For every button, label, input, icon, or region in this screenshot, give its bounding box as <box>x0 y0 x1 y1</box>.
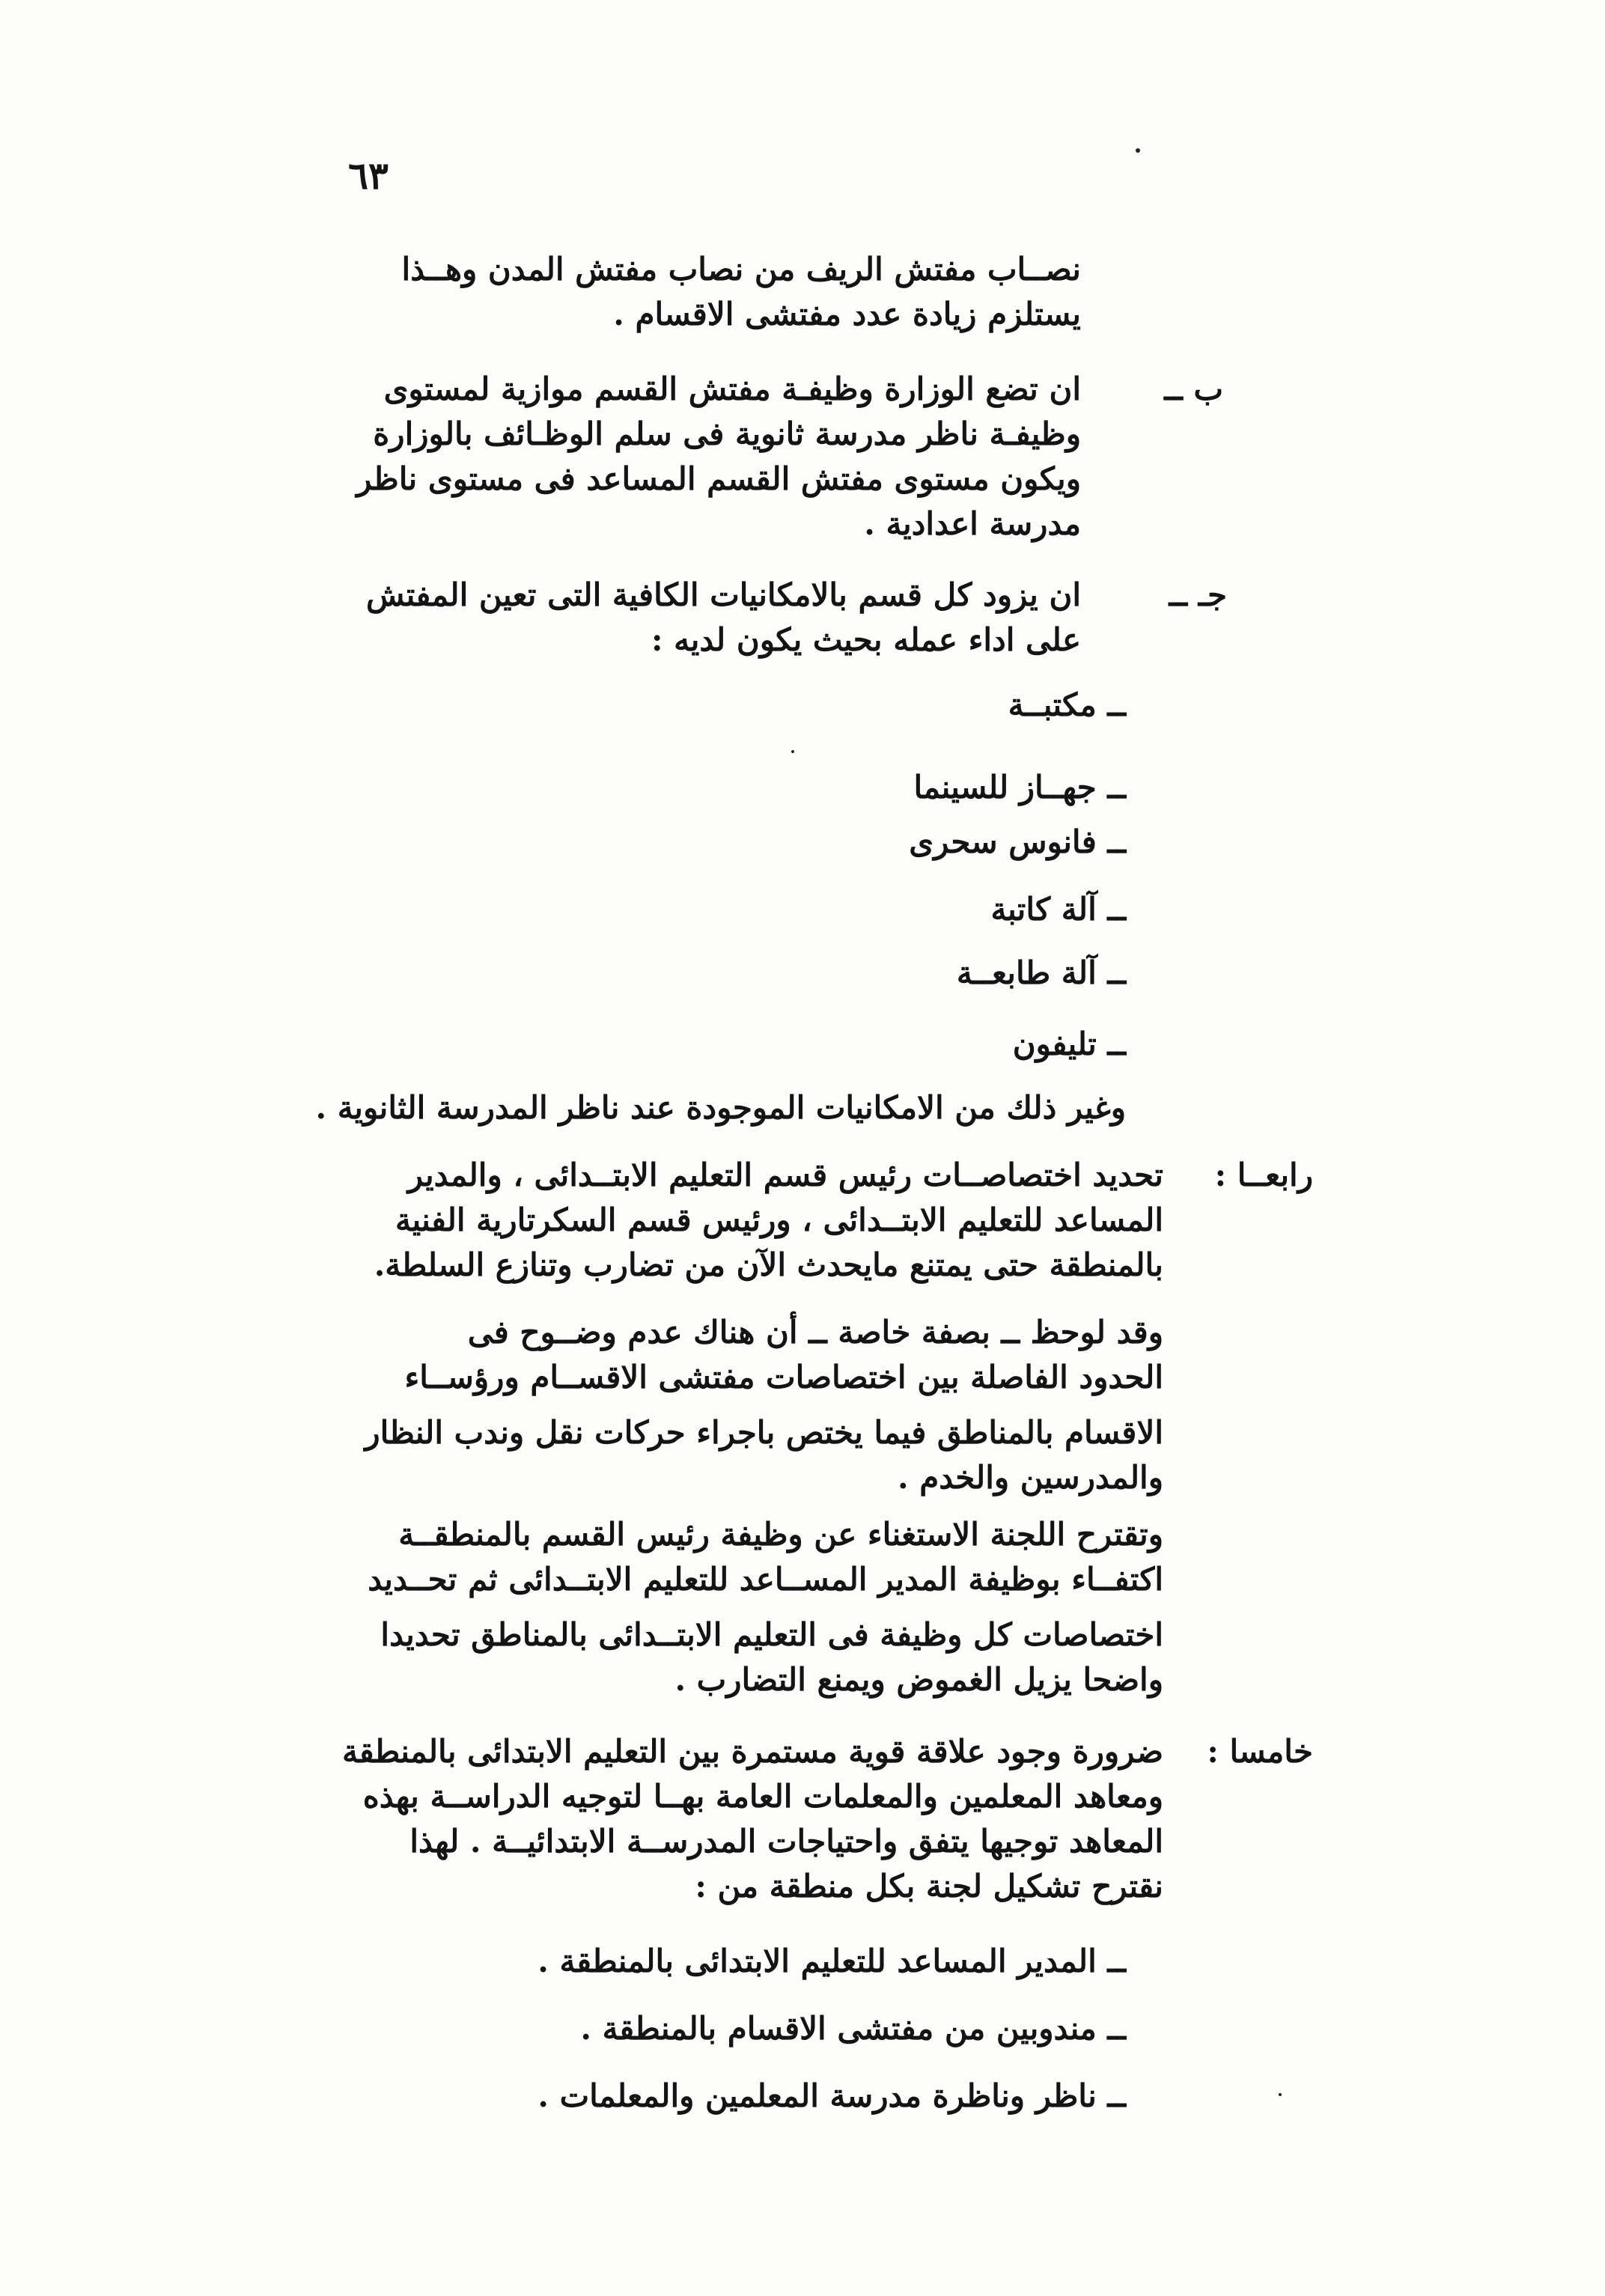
text-line: مدرسة اعدادية . <box>864 505 1081 542</box>
text-line: المعاهد توجيها يتفق واحتياجات المدرســة الابتدائيــة . لهذا <box>409 1823 1163 1860</box>
text-line: وتقترح اللجنة الاستغناء عن وظيفة رئيس القسم بالمنطقــة <box>398 1516 1163 1553</box>
text-line: وظيفـة ناظر مدرسة ثانوية فى سلم الوظـائف بالوزارة <box>373 415 1081 452</box>
item-j-paragraph <box>287 573 1081 663</box>
proposal-paragraph <box>287 1512 1163 1702</box>
text-line: اكتفــاء بوظيفة المدير المســاعد للتعليم الابتــدائى ثم تحــديد <box>368 1561 1163 1598</box>
scan-speck <box>791 750 794 753</box>
text-line: نقترح تشكيل لجنة بكل منطقة من : <box>695 1868 1163 1904</box>
section-five-marker: خامسا : <box>1207 1733 1313 1770</box>
text-line: ضرورة وجود علاقة قوية مستمرة بين التعليم الابتدائى بالمنطقة <box>342 1733 1163 1770</box>
item-b-marker: ب ــ <box>1164 371 1223 407</box>
page-number: ٦٣ <box>348 153 389 198</box>
text-line: الاقسام بالمناطق فيما يختص باجراء حركات نقل وندب النظار <box>365 1414 1163 1451</box>
text-line: ويكون مستوى مفتش القسم المساعد فى مستوى ناظر <box>356 460 1081 497</box>
text-line: واضحا يزيل الغموض ويمنع التضارب . <box>674 1661 1163 1698</box>
equipment-item: ــ آلة طابعــة <box>956 954 1126 991</box>
section-four-paragraph <box>287 1153 1163 1288</box>
text-line: بالمنطقة حتى يمتنع مايحدث الآن من تضارب وتنازع السلطة. <box>374 1246 1163 1283</box>
equipment-item: ــ تليفون <box>1012 1026 1126 1062</box>
committee-item: ــ ناظر وناظرة مدرسة المعلمين والمعلمات . <box>537 2077 1126 2114</box>
observation-paragraph <box>287 1310 1163 1500</box>
section-five-paragraph <box>287 1729 1163 1909</box>
scan-speck <box>1279 2093 1282 2096</box>
equipment-item: ــ جهــاز للسينما <box>913 769 1126 806</box>
text-line: وغير ذلك من الامكانيات الموجودة عند ناظر المدرسة الثانوية . <box>315 1089 1126 1126</box>
text-line: وقد لوحظ ــ بصفة خاصة ــ أن هناك عدم وضــوح فى <box>467 1314 1163 1351</box>
section-four-marker: رابعــا : <box>1214 1157 1313 1193</box>
text-line: نصــاب مفتش الريف من نصاب مفتش المدن وهــذا <box>401 251 1081 287</box>
text-line: ومعاهد المعلمين والمعلمات العامة بهــا لتوجيه الدراســة بهذه <box>362 1778 1163 1815</box>
item-b-paragraph <box>287 367 1081 546</box>
text-line: الحدود الفاصلة بين اختصاصات مفتشى الاقســام ورؤســاء <box>404 1359 1163 1395</box>
text-line: يستلزم زيادة عدد مفتشى الاقسام . <box>613 296 1081 332</box>
text-line: اختصاصات كل وظيفة فى التعليم الابتــدائى بالمناطق تحديدا <box>380 1616 1163 1653</box>
item-j-marker: جـ ــ <box>1169 576 1227 613</box>
equipment-item: ــ فانوس سحرى <box>909 823 1126 860</box>
text-line: ان تضع الوزارة وظيفـة مفتش القسم موازية لمستوى <box>383 371 1081 407</box>
equipment-footer <box>287 1085 1126 1130</box>
text-line: والمدرسين والخدم . <box>898 1459 1163 1496</box>
committee-item: ــ مندوبين من مفتشى الاقسام بالمنطقة . <box>580 2010 1126 2047</box>
text-line: ان يزود كل قسم بالامكانيات الكافية التى تعين المفتش <box>366 576 1081 613</box>
text-line: تحديد اختصاصــات رئيس قسم التعليم الابتــدائى ، والمدير <box>407 1157 1163 1193</box>
intro-paragraph <box>287 247 1081 337</box>
committee-item: ــ المدير المساعد للتعليم الابتدائى بالمنطقة . <box>537 1943 1126 1979</box>
text-line: على اداء عمله بحيث يكون لديه : <box>651 621 1081 658</box>
equipment-item: ــ مكتبــة <box>1008 686 1126 723</box>
equipment-item: ــ آلة كاتبة <box>990 891 1126 928</box>
scan-speck <box>1136 148 1140 153</box>
text-line: المساعد للتعليم الابتــدائى ، ورئيس قسم السكرتارية الفنية <box>395 1202 1163 1238</box>
